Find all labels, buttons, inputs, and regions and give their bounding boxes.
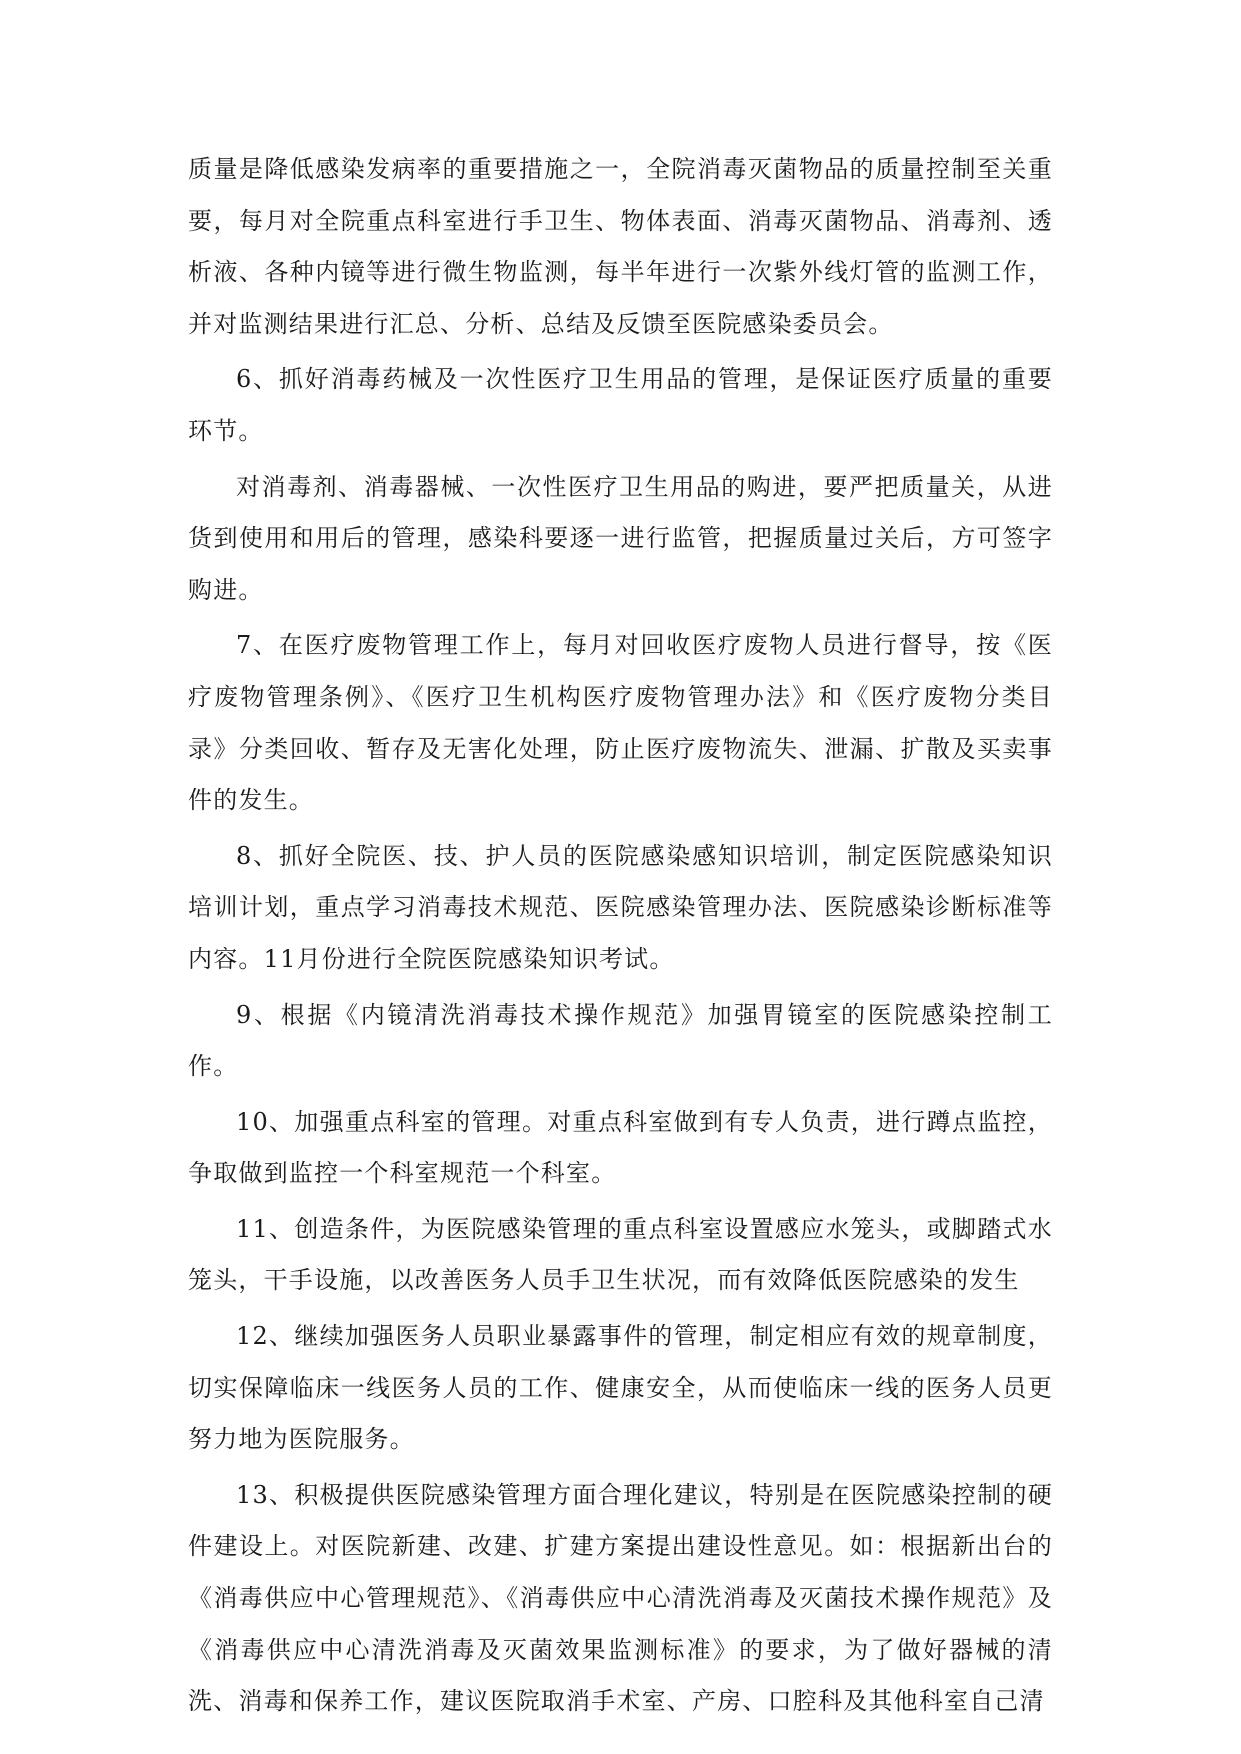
paragraph-3: 对消毒剂、消毒器械、一次性医疗卫生用品的购进，要严把质量关，从进货到使用和用后的管理，感染科要逐一进行监管，把握质量过关后，方可签字购进。 [188,472,1053,604]
paragraph-7: 10、加强重点科室的管理。对重点科室做到有专人负责，进行蹲点监控，争取做到监控一个科室规范一个科室。 [188,1107,1053,1188]
paragraph-5: 8、抓好全院医、技、护人员的医院感染感知识培训，制定医院感染知识培训计划，重点学习消毒技术规范、医院感染管理办法、医院感染诊断标准等内容。11月份进行全院医院感染知识考试。 [188,841,1053,973]
paragraph-9: 12、继续加强医务人员职业暴露事件的管理，制定相应有效的规章制度，切实保障临床一线医务人员的工作、健康安全，从而使临床一线的医务人员更努力地为医院服务。 [188,1322,1053,1454]
paragraph-6: 9、根据《内镜清洗消毒技术操作规范》加强胃镜室的医院感染控制工作。 [188,1000,1053,1081]
paragraph-2: 6、抓好消毒药械及一次性医疗卫生用品的管理，是保证医疗质量的重要环节。 [188,365,1053,445]
document-body [188,144,1053,1732]
paragraph-8: 11、创造条件，为医院感染管理的重点科室设置感应水笼头，或脚踏式水笼头，干手设施，以改善医务人员手卫生状况，而有效降低医院感染的发生 [188,1214,1053,1295]
paragraph-1: 质量是降低感染发病率的重要措施之一，全院消毒灭菌物品的质量控制至关重要，每月对全院重点科室进行手卫生、物体表面、消毒灭菌物品、消毒剂、透析液、各种内镜等进行微生物监测，每半年进行一次紫外线灯管的监测工作，并对监测结果进行汇总、分析、总结及反馈至医院感染委员会。 [188,155,1053,338]
paragraph-4: 7、在医疗废物管理工作上，每月对回收医疗废物人员进行督导，按《医疗废物管理条例》、《医疗卫生机构医疗废物管理办法》和《医疗废物分类目录》分类回收、暂存及无害化处理，防止医疗废物流失、泄漏、扩散及买卖事件的发生。 [188,631,1053,815]
paragraph-10: 13、积极提供医院感染管理方面合理化建议，特别是在医院感染控制的硬件建设上。对医院新建、改建、扩建方案提出建设性意见。如：根据新出台的《消毒供应中心管理规范》、《消毒供应中心清洗消毒及灭菌技术操作规范》及《消毒供应中心清洗消毒及灭菌效果监测标准》的要求，为了做好器械的清洗、消毒和保养工作，建议医院取消手术室、产房、口腔科及其他科室自己清 [188,1480,1053,1716]
